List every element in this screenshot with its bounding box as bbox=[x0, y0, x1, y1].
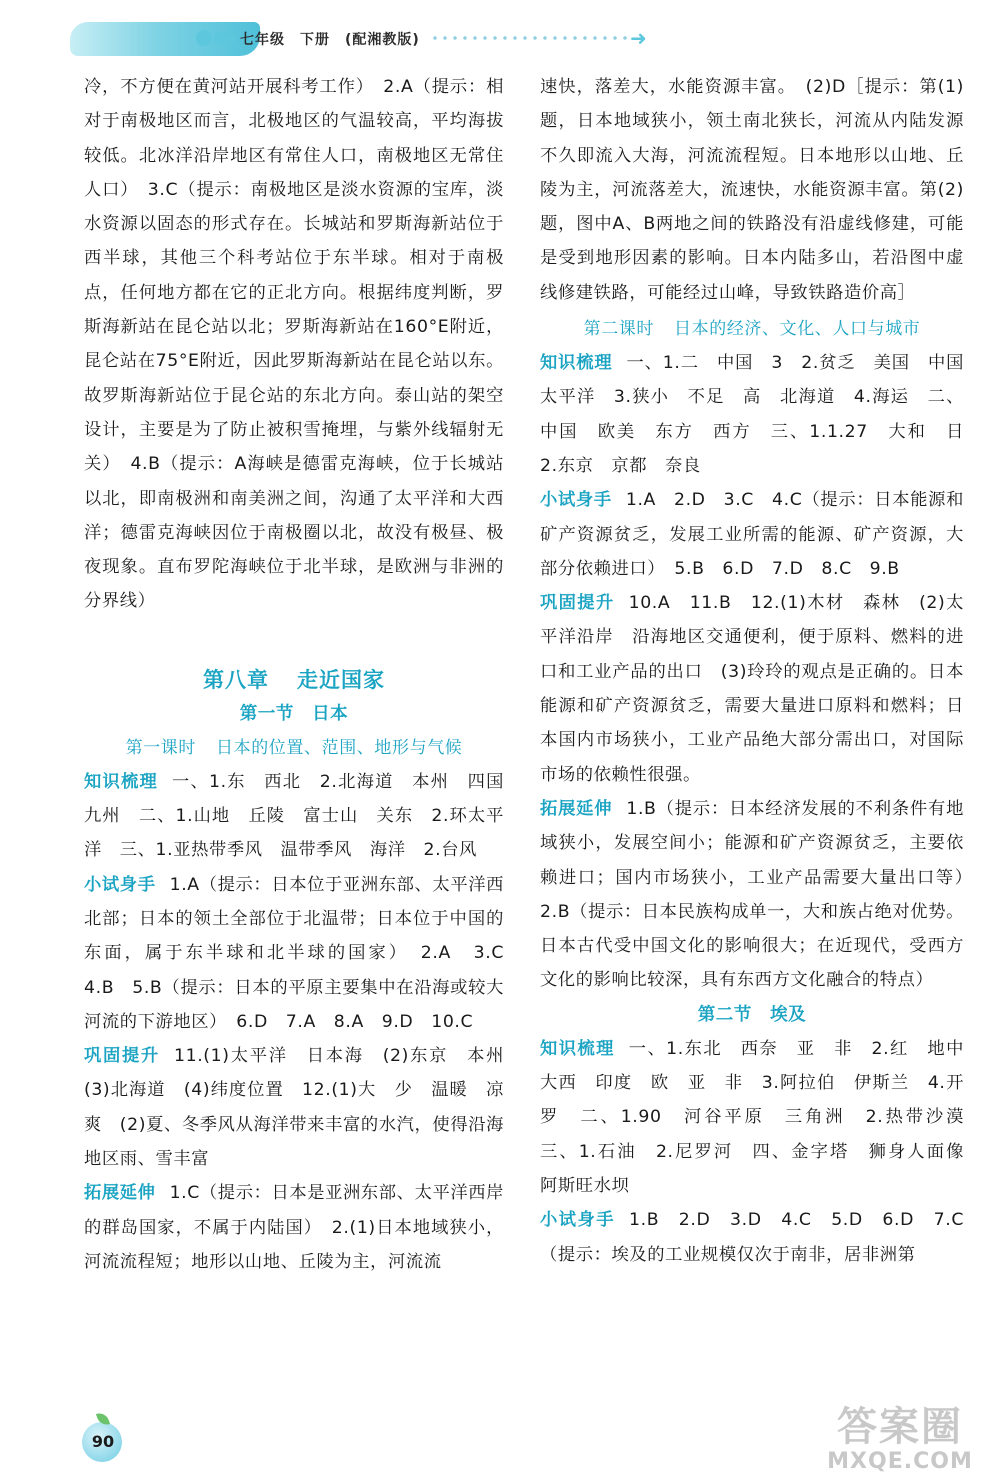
consolidate-block bbox=[540, 586, 964, 792]
extend-text: 1.B（提示：日本经济发展的不利条件有地域狭小，发展空间小；能源和矿产资源贫乏，主要依赖进口；国内市场狭小，工业产品需要大量出口等） 2.B（提示：日本民族构成单一，大和族占绝对优势。日本古代受中国文化的影响很大；在近现代，受西方文化的影响比较深，具有东西方文化融合的特点） bbox=[540, 798, 982, 991]
extend-text: 1.C（提示：日本是亚洲东部、太平洋西岸的群岛国家，不属于内陆国） 2.(1)日本地域狭小，河流流程短；地形以山地、丘陵为主，河流流 bbox=[84, 1183, 505, 1272]
try-label: 小试身手 bbox=[540, 1210, 616, 1231]
lesson-number: 第二课时 bbox=[583, 319, 654, 340]
lesson-name: 日本的经济、文化、人口与城市 bbox=[674, 319, 921, 340]
lesson-number: 第一课时 bbox=[125, 737, 196, 758]
section-heading: 第一节 日本 bbox=[239, 703, 349, 724]
knowledge-label: 知识梳理 bbox=[540, 353, 613, 374]
header-bubble-decoration bbox=[214, 32, 226, 44]
right-column bbox=[540, 70, 982, 1272]
try-text: 1.A 2.D 3.C 4.C（提示：日本能源和矿产资源贫乏，发展工业所需的能源、矿产资源，大部分依赖进口） 5.B 6.D 7.D 8.C 9.B bbox=[540, 490, 964, 579]
consolidate-block bbox=[84, 1039, 522, 1176]
knowledge-block bbox=[540, 1032, 982, 1203]
knowledge-text: 一、1.东北 西奈 亚 非 2.红 地中 大西 印度 欧 亚 非 3.阿拉伯 伊斯兰 4.开罗 二、1.90 河谷平原 三角洲 2.热带沙漠 三、1.石油 2.尼罗河 四、金字塔 狮身人面像 阿斯旺水坝 bbox=[540, 1038, 982, 1196]
lesson-heading bbox=[540, 312, 964, 346]
extend-block bbox=[84, 1176, 504, 1279]
knowledge-block bbox=[540, 346, 982, 483]
watermark-text-cn: 答案圈 bbox=[837, 1404, 963, 1450]
page-number: 90 bbox=[91, 1432, 115, 1451]
header-bubble-decoration bbox=[196, 30, 212, 46]
lesson-name: 日本的位置、范围、地形与气候 bbox=[216, 737, 463, 758]
try-label: 小试身手 bbox=[540, 490, 612, 511]
header-bubble-decoration bbox=[228, 34, 236, 42]
extend-label: 拓展延伸 bbox=[540, 798, 613, 819]
extend-label: 拓展延伸 bbox=[84, 1183, 156, 1204]
watermark-text-en: MXQE.COM bbox=[827, 1449, 973, 1474]
knowledge-block bbox=[84, 765, 522, 868]
consolidate-label: 巩固提升 bbox=[540, 593, 615, 614]
header-title: 七年级 下册 (配湘教版) bbox=[240, 32, 420, 48]
lesson-heading bbox=[84, 731, 504, 765]
try-text: 1.B 2.D 3.D 4.C 5.D 6.D 7.C（提示：埃及的工业规模仅次于南非，居非洲第 bbox=[540, 1210, 964, 1265]
watermark-logo bbox=[820, 1405, 980, 1475]
consolidate-text: 11.(1)太平洋 日本海 (2)东京 本州 (3)北海道 (4)纬度位置 12.(1)大 少 温暖 凉爽 (2)夏、冬季风从海洋带来丰富的水汽，使得沿海地区雨、雪丰富 bbox=[84, 1046, 522, 1170]
chapter-name: 走近国家 bbox=[297, 667, 385, 692]
answer-paragraph: 冷，不方便在黄河站开展科考工作） 2.A（提示：相对于南极地区而言，北极地区的气温较高，平均海拔较低。北冰洋沿岸地区有常住人口，南极地区无常住人口） 3.C（提示：南极地区是淡水资源的宝库，淡水资源以固态的形式存在。长城站和罗斯海新站位于西半球，其他三个科考站位于东半球。相对于南极点，任何地方都在它的正北方向。根据纬度判断，罗斯海新站在昆仑站以北；罗斯海新站在160°E附近，昆仑站在75°E附近，因此罗斯海新站在昆仑站以东。故罗斯海新站位于昆仑站的东北方向。泰山站的架空设计，主要是为了防止被积雪掩埋，与紫外线辐射无关） 4.B（提示：A海峡是德雷克海峡，位于长城站以北，即南极洲和南美洲之间，沟通了太平洋和大西洋；德雷克海峡因位于南极圈以北，故没有极昼、极夜现象。直布罗陀海峡位于北半球，是欧洲与非洲的分界线） bbox=[84, 77, 504, 612]
knowledge-text: 一、1.东 西北 2.北海道 本州 四国 九州 二、1.山地 丘陵 富士山 关东 2.环太平洋 三、1.亚热带季风 温带季风 海洋 2.台风 bbox=[84, 771, 522, 861]
page-header bbox=[0, 0, 1000, 70]
chapter-heading bbox=[84, 663, 504, 697]
knowledge-label: 知识梳理 bbox=[540, 1038, 615, 1059]
consolidate-label: 巩固提升 bbox=[84, 1046, 161, 1067]
try-block bbox=[84, 868, 522, 1039]
try-label: 小试身手 bbox=[84, 874, 156, 895]
left-column bbox=[84, 70, 522, 1279]
extend-block bbox=[540, 792, 982, 998]
knowledge-label: 知识梳理 bbox=[84, 771, 158, 792]
header-dotted-line bbox=[430, 36, 630, 40]
answer-paragraph: 速快，落差大，水能资源丰富。 (2)D［提示：第(1)题，日本地域狭小，领土南北狭长，河流从内陆发源不久即流入大海，河流流程短。日本地形以山地、丘陵为主，河流落差大，流速快，水能资源丰富。第(2)题，图中A、B两地之间的铁路没有沿虚线修建，可能是受到地形因素的影响。日本内陆多山，若沿图中虚线修建铁路，可能经过山峰，导致铁路造价高］ bbox=[540, 77, 964, 303]
try-block bbox=[540, 1203, 964, 1272]
knowledge-text: 一、1.二 中国 3 2.贫乏 美国 中国 太平洋 3.狭小 不足 高 北海道 4.海运 二、中国 欧美 东方 西方 三、1.1.27 大和 日 2.东京 京都 奈良 bbox=[540, 353, 982, 476]
consolidate-text: 10.A 11.B 12.(1)木材 森林 (2)太平洋沿岸 沿海地区交通便利，便于原料、燃料的进口和工业产品的出口 (3)玲玲的观点是正确的。日本能源和矿产资源贫乏，需要大量进口原料和燃料；日本国内市场狭小，工业产品绝大部分需出口，对国际市场的依赖性很强。 bbox=[540, 593, 964, 785]
arrow-right-icon: ➜ bbox=[630, 26, 647, 50]
try-text: 1.A（提示：日本位于亚洲东部、太平洋西北部；日本的领土全部位于北温带；日本位于中国的东面，属于东半球和北半球的国家） 2.A 3.C 4.B 5.B（提示：日本的平原主要集中在沿海或较大河流的下游地区） 6.D 7.A 8.A 9.D 10.C bbox=[84, 874, 522, 1032]
section-heading: 第二节 埃及 bbox=[697, 1004, 807, 1025]
chapter-number: 第八章 bbox=[203, 667, 269, 692]
try-block bbox=[540, 483, 964, 586]
